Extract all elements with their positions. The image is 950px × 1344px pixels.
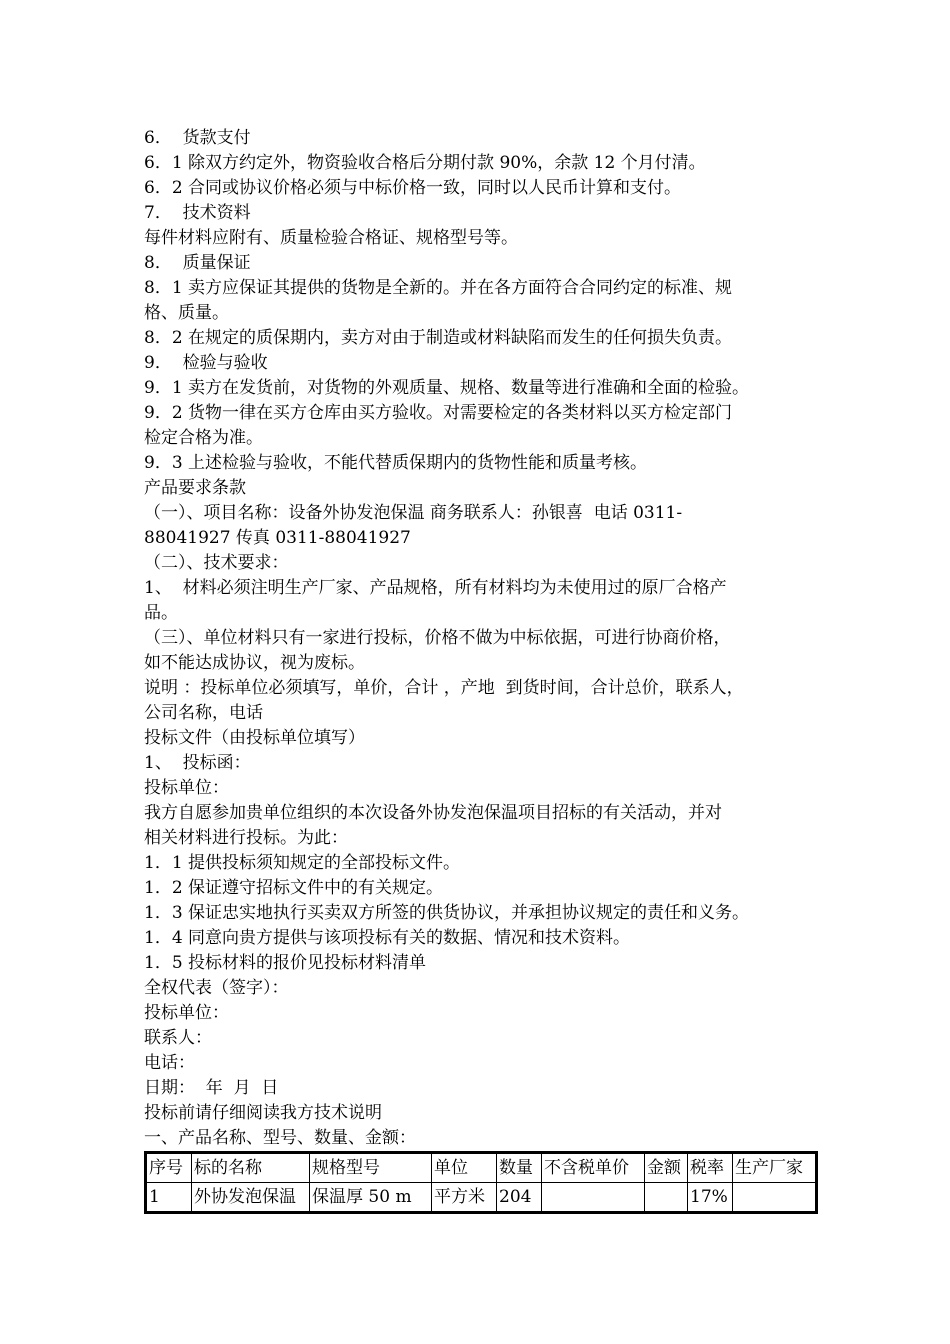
table-cell: 1 bbox=[147, 1183, 192, 1212]
document-body bbox=[144, 126, 824, 1222]
product-table bbox=[146, 1153, 816, 1212]
col-header: 数量 bbox=[497, 1154, 542, 1183]
text-line: 1．5 投标材料的报价见投标材料清单 bbox=[144, 953, 427, 973]
text-line: 8．2 在规定的质保期内，卖方对由于制造或材料缺陷而发生的任何损失负责。 bbox=[144, 328, 733, 348]
text-line: 1、 投标函： bbox=[144, 753, 251, 773]
col-header: 规格型号 bbox=[310, 1154, 432, 1183]
text-line: 1．2 保证遵守招标文件中的有关规定。 bbox=[144, 878, 444, 898]
table-cell bbox=[733, 1183, 816, 1212]
text-line: 9． 检验与验收 bbox=[144, 353, 268, 373]
text-line: 产品要求条款 bbox=[144, 478, 246, 498]
table-row bbox=[147, 1183, 816, 1212]
text-line: 1．3 保证忠实地执行买卖双方所签的供货协议，并承担协议规定的责任和义务。 bbox=[144, 903, 750, 923]
text-line: 品。 bbox=[144, 603, 178, 623]
text-line: 格、质量。 bbox=[144, 303, 229, 323]
table-cell: 17% bbox=[688, 1183, 733, 1212]
col-header: 税率 bbox=[688, 1154, 733, 1183]
text-line: 1．1 提供投标须知规定的全部投标文件。 bbox=[144, 853, 461, 873]
text-line: 全权代表（签字）： bbox=[144, 978, 289, 998]
text-line: 6． 货款支付 bbox=[144, 128, 251, 148]
text-line: 说明 ：投标单位必须填写，单价，合计 ，产地 到货时间，合计总价，联系人， bbox=[144, 678, 744, 698]
table-cell: 平方米 bbox=[432, 1183, 497, 1212]
text-line: （一）、项目名称：设备外协发泡保温 商务联系人：孙银喜 电话 0311- bbox=[144, 503, 683, 523]
text-line: 检定合格为准。 bbox=[144, 428, 263, 448]
text-line: 投标前请仔细阅读我方技术说明 bbox=[144, 1103, 382, 1123]
text-line: 8．1 卖方应保证其提供的货物是全新的。并在各方面符合合同约定的标准、规 bbox=[144, 278, 733, 298]
table-cell: 204 bbox=[497, 1183, 542, 1212]
text-line: 联系人： bbox=[144, 1028, 212, 1048]
col-header: 生产厂家 bbox=[733, 1154, 816, 1183]
text-line: 7． 技术资料 bbox=[144, 203, 251, 223]
text-line: 6．2 合同或协议价格必须与中标价格一致，同时以人民币计算和支付。 bbox=[144, 178, 682, 198]
text-line: （二）、技术要求： bbox=[144, 553, 289, 573]
table-cell bbox=[542, 1183, 645, 1212]
text-line: 每件材料应附有、质量检验合格证、规格型号等。 bbox=[144, 228, 518, 248]
text-line: 1．4 同意向贵方提供与该项投标有关的数据、情况和技术资料。 bbox=[144, 928, 631, 948]
table-header-row bbox=[147, 1154, 816, 1183]
col-header: 单位 bbox=[432, 1154, 497, 1183]
text-line: 投标单位： bbox=[144, 1003, 229, 1023]
text-line: 一、产品名称、型号、数量、金额： bbox=[144, 1128, 416, 1148]
table-cell: 保温厚 50 m bbox=[310, 1183, 432, 1212]
col-header: 标的名称 bbox=[192, 1154, 310, 1183]
product-table-frame bbox=[144, 1151, 818, 1214]
text-line: 投标文件（由投标单位填写） bbox=[144, 728, 365, 748]
text-line: 相关材料进行投标。为此： bbox=[144, 828, 348, 848]
text-lines bbox=[144, 126, 824, 1151]
text-line: 如不能达成协议，视为废标。 bbox=[144, 653, 365, 673]
col-header: 不含税单价 bbox=[542, 1154, 645, 1183]
text-line: 9．1 卖方在发货前，对货物的外观质量、规格、数量等进行准确和全面的检验。 bbox=[144, 378, 750, 398]
text-line: 88041927 传真 0311-88041927 bbox=[144, 528, 411, 548]
col-header: 序号 bbox=[147, 1154, 192, 1183]
table-cell bbox=[645, 1183, 688, 1212]
text-line: 我方自愿参加贵单位组织的本次设备外协发泡保温项目招标的有关活动，并对 bbox=[144, 803, 722, 823]
text-line: 日期： 年 月 日 bbox=[144, 1078, 279, 1098]
text-line: 9．2 货物一律在买方仓库由买方验收。对需要检定的各类材料以买方检定部门 bbox=[144, 403, 733, 423]
text-line: 6．1 除双方约定外，物资验收合格后分期付款 90%，余款 12 个月付清。 bbox=[144, 153, 706, 173]
text-line: 投标单位： bbox=[144, 778, 229, 798]
text-line: 1、 材料必须注明生产厂家、产品规格，所有材料均为未使用过的原厂合格产 bbox=[144, 578, 727, 598]
text-line: （三）、单位材料只有一家进行投标，价格不做为中标依据，可进行协商价格， bbox=[144, 628, 731, 648]
text-line: 8． 质量保证 bbox=[144, 253, 251, 273]
col-header: 金额 bbox=[645, 1154, 688, 1183]
text-line: 9．3 上述检验与验收，不能代替质保期内的货物性能和质量考核。 bbox=[144, 453, 648, 473]
text-line: 公司名称，电话 bbox=[144, 703, 263, 723]
text-line: 电话： bbox=[144, 1053, 195, 1073]
table-cell: 外协发泡保温 bbox=[192, 1183, 310, 1212]
